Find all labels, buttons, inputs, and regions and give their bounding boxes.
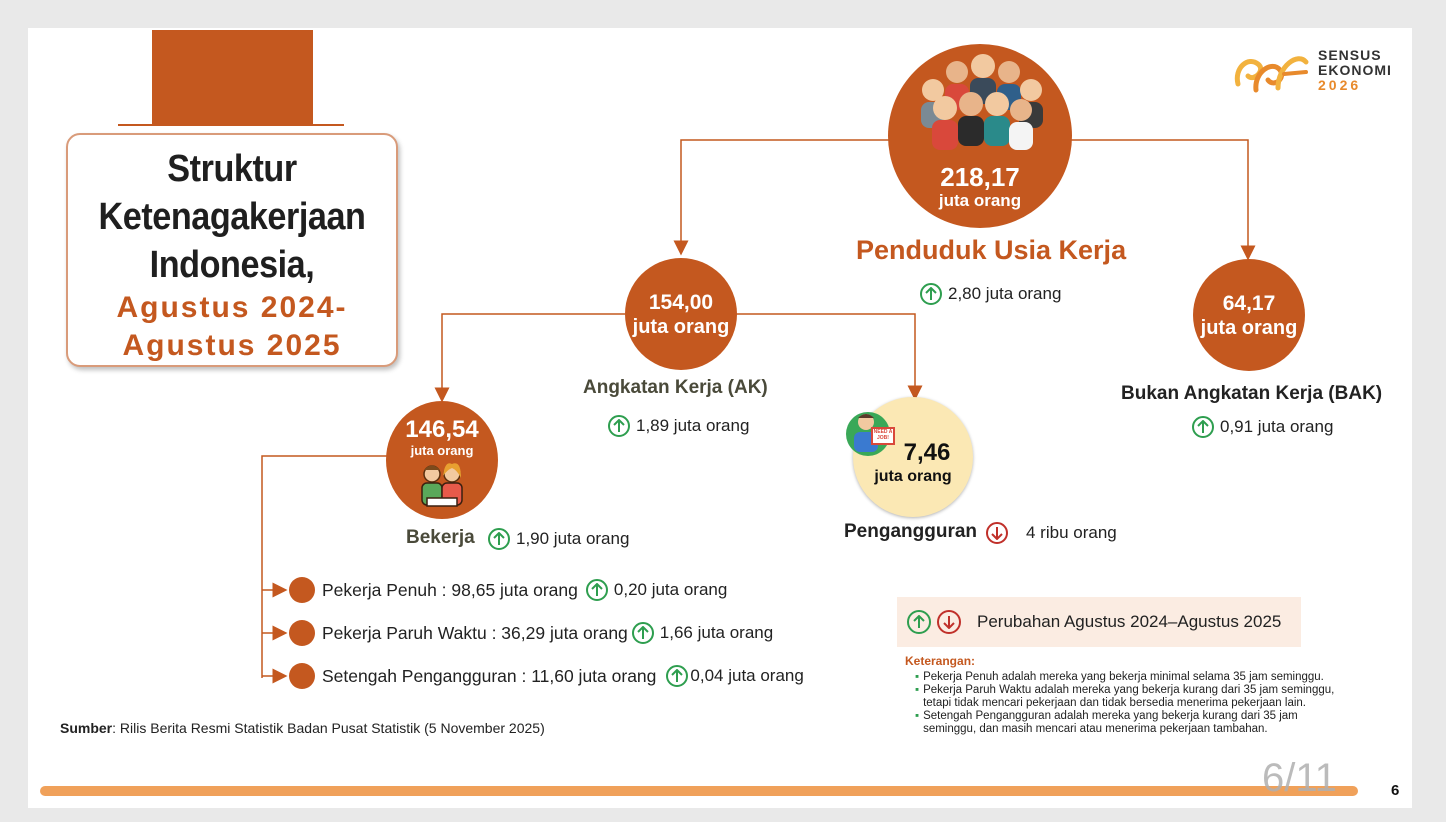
penduduk-value: 218,17 [940, 162, 1020, 192]
arrow-up-icon [586, 579, 608, 601]
bak-value: 64,17 [1222, 292, 1276, 315]
legend-box [897, 597, 1301, 647]
bak-change-text: 0,91 juta orang [1220, 417, 1334, 436]
bekerja-change [488, 528, 629, 550]
bekerja-circle [386, 401, 498, 519]
workers-icon [415, 458, 469, 512]
note-item: ▪ Pekerja Paruh Waktu adalah mereka yang bekerja kurang dari 35 jam seminggu, tetapi tidak mencari pekerjaan dan tidak bersedia menerima pekerjaan lain. [915, 684, 1335, 709]
penduduk-unit: juta orang [938, 191, 1022, 210]
title-line-2: Ketenagakerjaan [98, 196, 366, 238]
logo-text-line-3: 2026 [1318, 77, 1362, 93]
arrow-up-icon [1192, 416, 1214, 438]
arrow-up-icon [608, 415, 630, 437]
arrow-up-icon [488, 528, 510, 550]
bekerja-unit: juta orang [410, 443, 474, 458]
note-item: ▪ Pekerja Penuh adalah mereka yang bekerja minimal selama 35 jam seminggu. [915, 671, 1324, 683]
bekerja-value: 146,54 [405, 416, 479, 443]
bekerja-change-text: 1,90 juta orang [516, 529, 630, 548]
title-line-3: Indonesia, [149, 244, 315, 286]
note-item: ▪ Setengah Pengangguran adalah mereka yang bekerja kurang dari 35 jam seminggu, dan masih mencari atau menerima pekerjaan tambahan. [915, 710, 1298, 735]
breakdown-change-text: 0,04 juta orang [690, 666, 804, 685]
legend-text: Perubahan Agustus 2024–Agustus 2025 [977, 612, 1282, 631]
breakdown-label: Pekerja Penuh : 98,65 juta orang [322, 579, 578, 600]
bullet-dot-icon [289, 663, 315, 689]
breakdown-row-1 [289, 577, 727, 603]
pengangguran-value: 7,46 [903, 439, 951, 466]
ak-circle [625, 258, 737, 370]
breakdown-change-text: 0,20 juta orang [613, 580, 728, 599]
breakdown-row-2 [289, 620, 773, 646]
arrow-down-icon [986, 522, 1008, 544]
ak-label: Angkatan Kerja (AK) [583, 377, 768, 398]
title-period-2: Agustus 2025 [122, 329, 342, 362]
bullet-dot-icon [289, 620, 315, 646]
page-number: 6 [1391, 782, 1400, 799]
bullet-dot-icon [289, 577, 315, 603]
notes-block [905, 654, 1365, 736]
job-seeker-icon [846, 408, 898, 464]
arrow-up-icon [907, 610, 931, 634]
pengangguran-unit: juta orang [874, 468, 952, 485]
breakdown-change-text: 1,66 juta orang [659, 623, 774, 642]
breakdown-change [666, 665, 803, 687]
breakdown-row-3 [289, 663, 804, 689]
arrow-down-icon [937, 610, 961, 634]
crowd-people-icon [905, 50, 1055, 160]
breakdown-change [586, 579, 727, 601]
bak-change [1192, 416, 1333, 438]
arrow-up-icon [920, 283, 942, 305]
source-label: Sumber [60, 720, 113, 736]
breakdown-label: Setengah Pengangguran : 11,60 juta orang [322, 665, 657, 686]
bak-label: Bukan Angkatan Kerja (BAK) [1121, 383, 1383, 404]
source-text: : Rilis Berita Resmi Statistik Badan Pusat Statistik (5 November 2025) [112, 720, 545, 736]
source-note [60, 720, 545, 736]
pengangguran-change-text: 4 ribu orang [1026, 523, 1117, 542]
page-counter: 6/11 [1262, 756, 1337, 800]
logo-text-line-1: SENSUS [1318, 47, 1382, 63]
ak-value: 154,00 [648, 291, 714, 314]
penduduk-circle [888, 44, 1072, 228]
notes-title: Keterangan: [905, 654, 976, 668]
job-seeker-sign: NEED A JOB! [873, 429, 893, 441]
bak-unit: juta orang [1200, 317, 1298, 339]
penduduk-label: Penduduk Usia Kerja [856, 235, 1127, 265]
pengangguran-change [986, 522, 1117, 544]
title-line-1: Struktur [167, 148, 297, 190]
pengangguran-label: Pengangguran [844, 521, 978, 542]
bak-circle [1193, 259, 1305, 371]
breakdown-label: Pekerja Paruh Waktu : 36,29 juta orang [322, 622, 628, 643]
ak-unit: juta orang [632, 316, 730, 338]
bekerja-label: Bekerja [406, 527, 475, 548]
arrow-up-icon [666, 665, 688, 687]
arrow-up-icon [632, 622, 654, 644]
penduduk-change-text: 2,80 juta orang [948, 284, 1062, 303]
penduduk-change [920, 283, 1061, 305]
ak-change-text: 1,89 juta orang [636, 416, 750, 435]
ak-change [608, 415, 749, 437]
logo-text-line-2: EKONOMI [1318, 62, 1392, 78]
title-period-1: Agustus 2024- [116, 291, 348, 324]
breakdown-change [632, 622, 773, 644]
bottom-accent-bar [40, 786, 1358, 796]
